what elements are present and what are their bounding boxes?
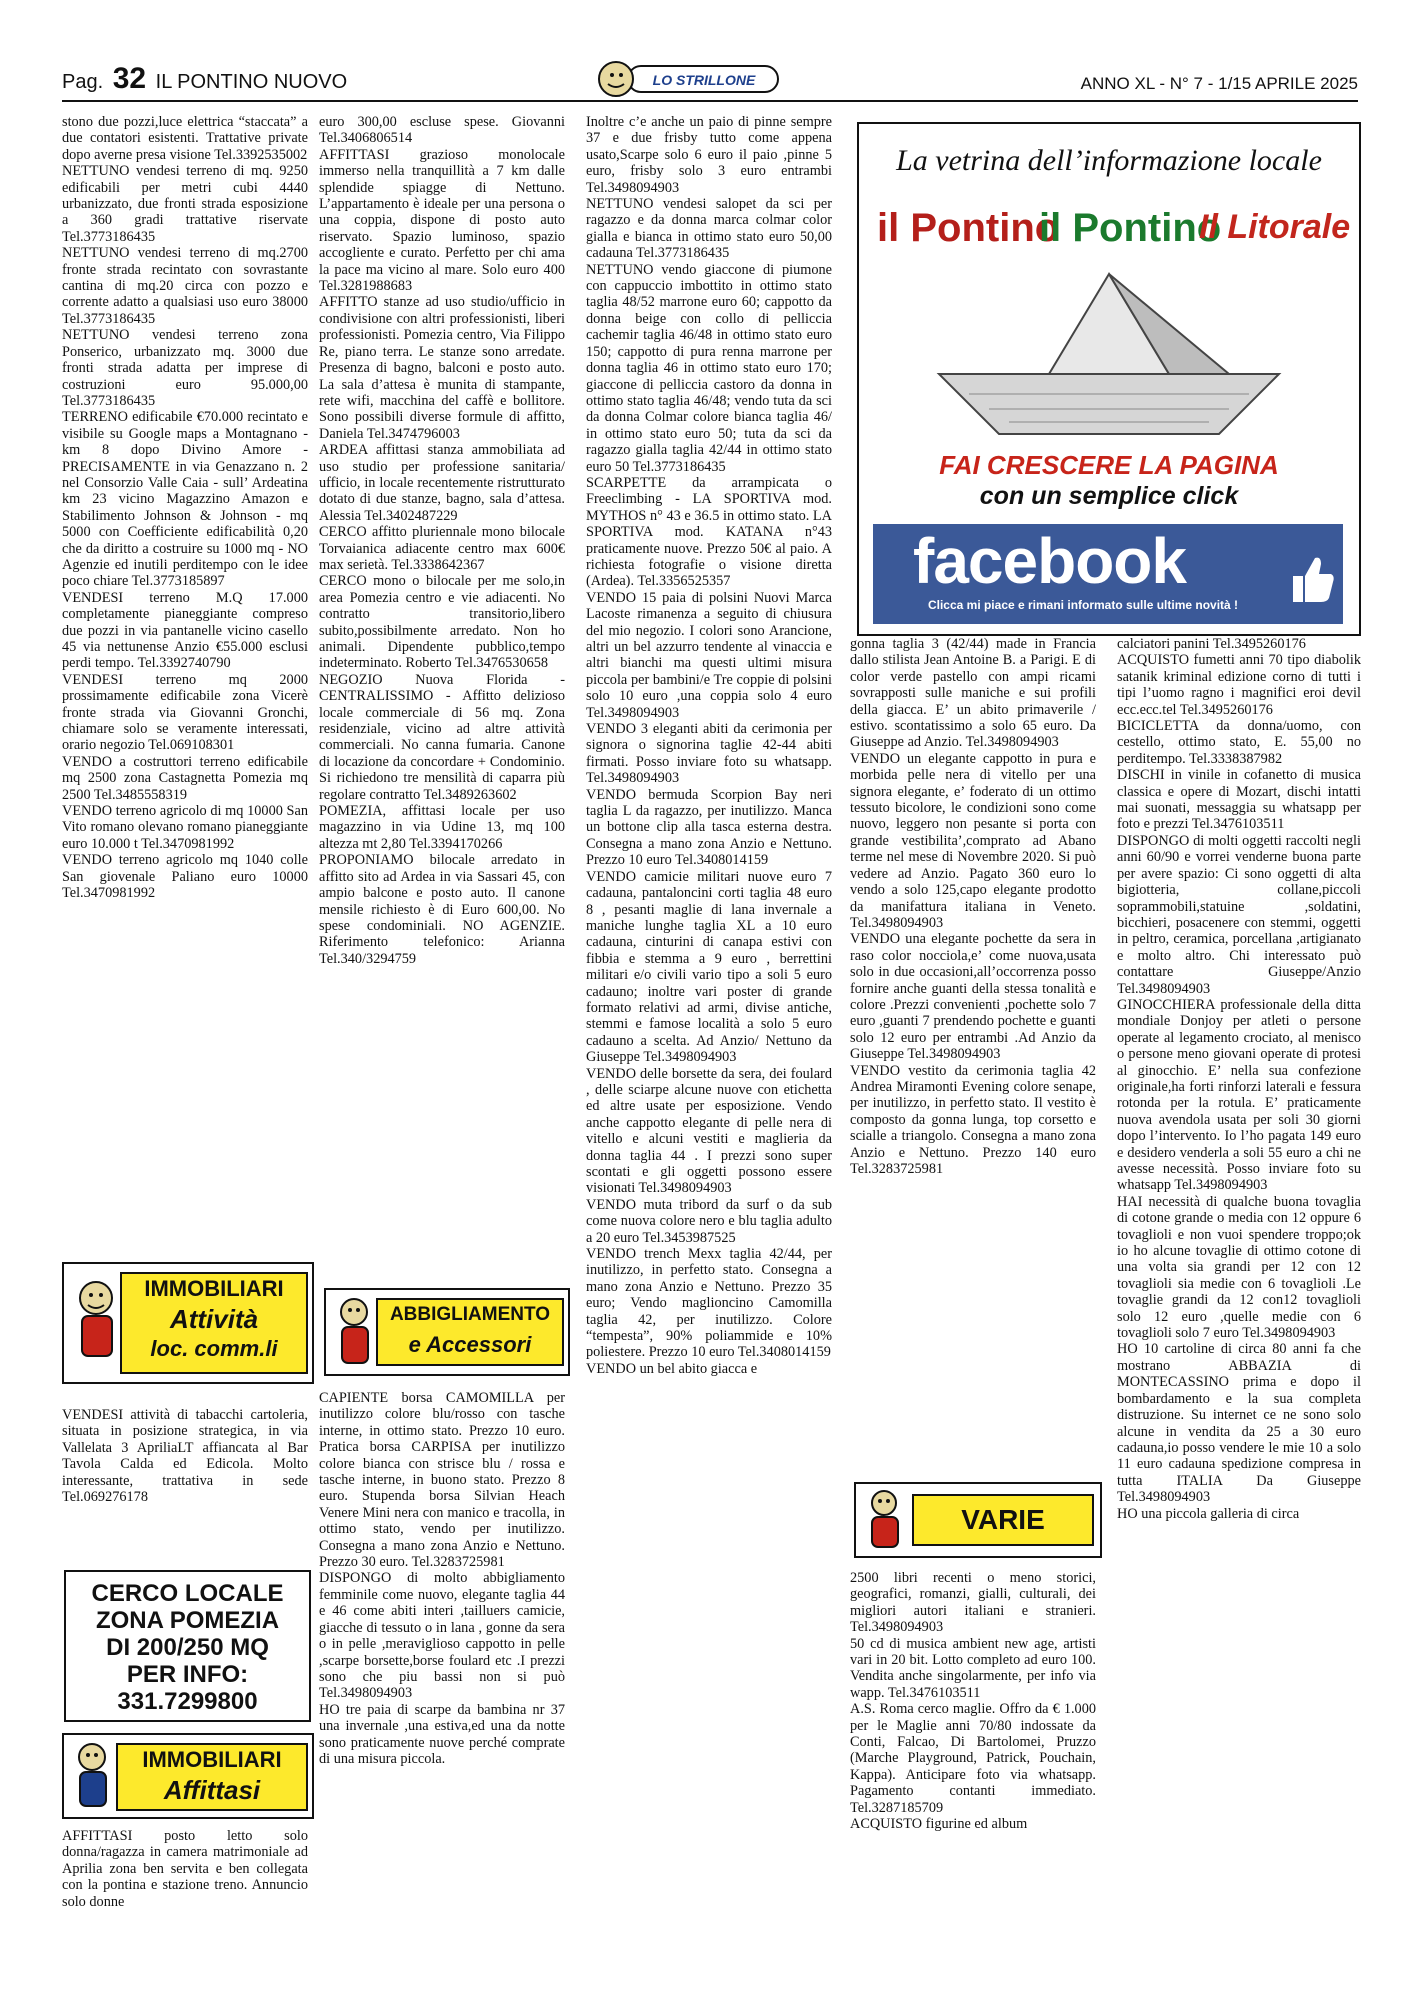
- category-immobiliari-affittasi: [62, 1733, 314, 1819]
- classified-ad: NETTUNO vendesi salopet da sci per ragazzo e da donna marca colmar color gialla e bianca in ottimo stato euro 50,00 cadauna Tel.3773186435: [586, 196, 832, 262]
- classified-ad: ACQUISTO fumetti anni 70 tipo diabolik satanik kriminal edizione corno di tutti i tipi l’uomo ragno i magnifici eroi devil ecc.ecc.tel Tel.3495260176: [1117, 652, 1361, 718]
- masthead-logo: [594, 58, 784, 100]
- facebook-banner[interactable]: [873, 524, 1343, 624]
- column-4: [850, 636, 1096, 1177]
- classified-ad: VENDESI attività di tabacchi cartoleria, situata in posizione strategica, in via Vallelata 3 ApriliaLT affiancata al Bar Tavola Calda ed Edicola. Molto interessante, trattativa in sede Tel.069276178: [62, 1407, 308, 1506]
- mascot-icon: [330, 1296, 380, 1368]
- classified-ad: Inoltre c’e anche un paio di pinne sempre 37 e due frisby tutto come appena usato,Scarpe solo 6 euro il paio ,pinne 5 euro, frisby solo 3 euro entrambi Tel.3498094903: [586, 114, 832, 196]
- brand-il-pontino-nuovo: il Pontino: [877, 206, 1060, 250]
- classified-ad: VENDO muta tribord da surf o da sub come nuova colore nero e blu taglia adulto a 20 euro Tel.3453987525: [586, 1196, 832, 1246]
- category-line: IMMOBILIARI: [144, 1276, 284, 1301]
- category-line: ABBIGLIAMENTO: [389, 1304, 551, 1325]
- column-4-varie: [850, 1570, 1096, 1833]
- classified-ad: calciatori panini Tel.3495260176: [1117, 636, 1306, 652]
- classified-ad: VENDO terreno agricolo mq 1040 colle San giovenale Paliano euro 10000 Tel.3470981992: [62, 852, 308, 902]
- classified-ad: VENDO bermuda Scorpion Bay neri taglia L da ragazzo, per inutilizzo. Manca un bottone clip alla tasca esterna destra. Consegna a mano zona Anzio e Nettuno. Prezzo 10 euro Tel.3408014159: [586, 786, 832, 869]
- cerco-line: ZONA POMEZIA: [95, 1607, 280, 1634]
- classified-ad: DISCHI in vinile in cofanetto di musica classica e opere di Mozart, dischi intatti mai suonati, messaggia su whatsapp per foto e prezzi Tel.3476103511: [1117, 767, 1361, 833]
- paper-boat-illustration: [929, 264, 1289, 444]
- classified-ad: VENDO terreno agricolo di mq 10000 San Vito romano olevano romano pianeggiante euro 10.000 t Tel.3470981992: [62, 803, 308, 852]
- classified-ad: VENDO 15 paia di polsini Nuovi Marca Lacoste rimanenza a seguito di chiusura del mio negozio. I colori sono Arancione, altri un bel azzurro tendente al vinaccia e altri bianchi ma questi ultimi misura piccola per bambini/e Tre coppie di polsini solo 10 euro ,una coppia solo 4 euro Tel.3498094903: [586, 589, 832, 721]
- cerco-line: DI 200/250 MQ: [106, 1634, 269, 1661]
- classified-ad: VENDESI terreno M.Q 17.000 completamente pianeggiante compreso due pozzi in via pantanelle vicino casello 45 via nettunense Anzio €55.000 esclusi perdi tempo. Tel.3392740790: [62, 589, 308, 672]
- column-1-attivita: [62, 1407, 308, 1505]
- classified-ad: VENDO a costruttori terreno edificabile mq 2500 zona Castagnetta Pomezia mq 2500 Tel.3485558319: [62, 753, 308, 803]
- classified-ad: VENDO vestito da cerimonia taglia 42 Andrea Miramonti Evening colore senape, per inutilizzo, in perfetto stato. Il vestito è composto da gonna lunga, top corsetto e scialle a triangolo. Consegna a mano zona Anzio e Nettuno. Prezzo 140 euro Tel.3283725981: [850, 1062, 1096, 1177]
- facebook-tagline: Clicca mi piace e rimani informato sulle ultime novità !: [927, 598, 1239, 612]
- classified-ad: gonna taglia 3 (42/44) made in Francia dallo stilista Jean Antoine B. a Parigi. E di color verde pastello con ampi ricami sovrapposti sulle maniche e sui profili della giacca. E’ un abito primaverile / estivo. scontatissimo a solo 65 euro. Da Giuseppe ad Anzio. Tel.3498094903: [850, 636, 1096, 751]
- category-label-box: [120, 1272, 308, 1374]
- classified-ad: HO tre paia di scarpe da bambina nr 37 una invernale ,una estiva,ed una da notte sono praticamente nuove perché comprate di una misura piccola.: [319, 1701, 565, 1767]
- classified-ad: CERCO mono o bilocale per me solo,in area Pomezia centro e vie adiacenti. No contratto transitorio,libero subito,possibilmente arredato. Non ho animali. Dipendente pubblico,tempo indeterminato. Roberto Tel.3476530658: [319, 573, 565, 672]
- classified-ad: VENDO una elegante pochette da sera in raso color nocciola,e’ come nuova,usata solo in due occasioni,all’occorrenza posso fornire anche guanti della stessa tonalità e colore .Prezzi convenienti ,pochette solo 7 euro ,guanti 7 prendendo pochette e guanti solo 12 euro per entrambi .Ad Anzio da Giuseppe Tel.3498094903: [850, 931, 1096, 1063]
- classified-ad: VENDESI terreno mq 2000 prossimamente edificabile zona Vicerè fronte strada via Giovanni Gronchi, chiamare solo se veramente interessati, orario negozio Tel.069108301: [62, 671, 308, 754]
- classified-ad: AFFITTO stanze ad uso studio/ufficio in condivisione con altri professionisti, liberi professionisti. Pomezia centro, Via Filippo Re, piano terra. Le stanze sono arredate. Presenza di bagno, balconi e posto auto. La sala d’attesa è munita di stampante, rete wifi, macchina del caffè e bollitore. Sono possibili diverse formule di affitto, Daniela Tel.3474796003: [319, 294, 565, 442]
- cerco-phone: 331.7299800: [117, 1688, 258, 1715]
- classified-ad: euro 300,00 escluse spese. Giovanni Tel.3406806514: [319, 114, 565, 147]
- page-number: 32: [112, 62, 147, 95]
- mascot-icon: [860, 1488, 910, 1552]
- masthead-text: LO STRILLONE: [652, 72, 756, 88]
- brand-il-pontino-aprilia: il Pontino: [1039, 206, 1222, 250]
- classified-ad: VENDO delle borsette da sera, dei foulard , delle sciarpe alcune nuove con etichetta ed altre usate per esposizione. Vendo anche cappotto elegante di pelle nera di vitello e alcuni vestiti e maglieria da donna taglia 44 . I prezzi sono super scontati e gli oggetti possono essere visionati Tel.3498094903: [586, 1065, 832, 1197]
- classified-ad: A.S. Roma cerco maglie. Offro da € 1.000 per le Maglie anni 70/80 indossate da Conti, Falcao, Di Bartolomei, Pruzzo (Marche Playground, Patrick, Pouchain, Kappa). Anticipare foto via whatsapp. Pagamento contanti immediato. Tel.3287185709: [850, 1701, 1096, 1816]
- thumbs-up-icon: [1291, 554, 1335, 604]
- classified-ad: NETTUNO vendesi terreno di mq. 9250 edificabili per metri cubi 4440 urbanizzato, due fronti strada esposizione a 360 gradi trattative riservate Tel.3773186435: [62, 163, 308, 245]
- classified-ad: SCARPETTE da arrampicata o Freeclimbing - LA SPORTIVA mod. MYTHOS n° 43 e 36.5 in ottimo stato. LA SPORTIVA mod. KATANA n°43 praticamente nuove. Prezzo 50€ al paio. A richiesta fotografie o visione diretta (Ardea). Tel.3356525357: [586, 474, 832, 590]
- classified-ad: HO 10 cartoline di circa 80 anni fa che mostrano ABBAZIA di MONTECASSINO prima e dopo il bombardamento e la sua completa distruzione. Su internet ce ne sono solo alcune in vendita da 25 a 30 euro cadauna,io posso vendere le mie 10 a solo 11 euro cadauna spedizione compresa in tutta ITALIA Da Giuseppe Tel.3498094903: [1117, 1341, 1361, 1506]
- classified-ad: POMEZIA, affittasi locale per uso magazzino in via Udine 13, mq 100 altezza mt 2,80 Tel.3394170266: [319, 803, 565, 852]
- mascot-icon: [68, 1278, 126, 1364]
- classified-ad: stono due pozzi,luce elettrica “staccata” a due contatori esistenti. Trattative private dopo averne presa visione Tel.3392535002: [62, 114, 308, 163]
- column-1-affittasi: [62, 1828, 308, 1910]
- category-varie: [854, 1482, 1102, 1558]
- mascot-icon: [68, 1741, 118, 1811]
- classified-ad: ARDEA affittasi stanza ammobiliata ad uso studio per professione sanitaria/ ufficio, in locale recentemente ristrutturato dotato di due stanze, bagno, sala d’attesa. Alessia Tel.3402487229: [319, 442, 565, 524]
- classified-ad: GINOCCHIERA professionale della ditta mondiale Donjoy per atleti o persone operate al legamento crociato, al menisco o persone meno giovani operate di protesi al ginocchio. E’ nella sua confezione originale,ha forti rinforzi laterali e fessura rotonda per la rotula. E’ praticamente nuova avendola usata per soli 30 giorni dopo l’intervento. Io l’ho pagata 149 euro e desidero venderla a soli 55 euro a chi ne avesse necessità. Posso inviare foto su whatsapp Tel.3498094903: [1117, 996, 1361, 1194]
- classified-ad: PROPONIAMO bilocale arredato in affitto sito ad Ardea in via Sassari 45, con ampio balcone e posto auto. Il canone mensile richiesto è di Euro 600,00. No spese condominiali. NO AGENZIE. Riferimento telefonico: Arianna Tel.340/3294759: [319, 852, 565, 967]
- brand-il-litorale: Il Litorale: [1199, 208, 1351, 246]
- classified-ad: ACQUISTO figurine ed album: [850, 1816, 1028, 1833]
- column-5: [1117, 636, 1361, 1522]
- column-1: [62, 114, 308, 902]
- cerco-locale-box: [64, 1570, 311, 1722]
- promo-cta-headline: FAI CRESCERE LA PAGINA: [939, 450, 1279, 480]
- category-line: Attività: [169, 1304, 259, 1334]
- column-3: [586, 114, 832, 1377]
- category-line: e Accessori: [408, 1332, 532, 1357]
- promo-facebook-ad: [857, 122, 1361, 636]
- facebook-wordmark: facebook: [913, 525, 1186, 597]
- category-label-box: [912, 1494, 1094, 1546]
- classified-ad: TERRENO edificabile €70.000 recintato e visibile su Google maps a Montagnano - km 8 dopo Divino Amore - PRECISAMENTE in via Genazzano n. 2 nel Consorzio Valle Caia - sull’ Ardeatina km 23 vicino Magazzino Amazon e Stabilimento Johnson & Johnson - mq 5000 con Coefficiente edificabilità 0,20 che da diritto a costruire su 1000 mq - NO Agenzie ed inutili perditempo con le idee poco chiare Tel.3773185897: [62, 409, 308, 590]
- classified-ad: 50 cd di musica ambient new age, artisti vari in 20 bit. Lotto completo ad euro 100. Vendita anche singolarmente, per info via wapp. Tel.3476103511: [850, 1635, 1096, 1701]
- classified-ad: NETTUNO vendo giaccone di piumone con cappuccio imbottito in ottimo stato taglia 48/52 marrone euro 60; cappotto da donna beige con collo di pelliccia cachemir taglia 46/48 in ottimo stato euro 150; cappotto di pura renna marrone per donna taglia 46 in ottimo stato euro 170; giaccone di pelliccia castoro da donna in ottimo stato taglia 46/48; vendo tuta da sci da donna Colmar colore bianca taglia 46/ in ottimo stato euro 50; tuta da sci da ragazzo gialla taglia 42/44 in ottimo stato euro 50 Tel.3773186435: [586, 261, 832, 475]
- category-label-box: [116, 1743, 308, 1811]
- classified-ad: HO una piccola galleria di circa: [1117, 1505, 1300, 1522]
- classified-ad: DISPONGO di molti oggetti raccolti negli anni 60/90 e vorrei venderne buona parte per avere spazio: Ci sono oggetti di alta bigiotteria, collane,piccoli soprammobili,statuine ,soldatini, bicchieri, posacenere con stemmi, oggetti in peltro, ceramica, porcellana ,artigianato e molto altro. Chi interessato può contattare Giuseppe/Anzio Tel.3498094903: [1117, 832, 1361, 997]
- category-label-box: [376, 1298, 564, 1366]
- header-divider: [62, 100, 1358, 102]
- page-number-block: [62, 62, 347, 96]
- classified-ad: BICICLETTA da donna/uomo, con cestello, ottimo stato, E. 55,00 no perditempo. Tel.3338387982: [1117, 718, 1361, 767]
- promo-title: La vetrina dell’informazione locale: [896, 144, 1322, 177]
- classified-ad: CERCO affitto pluriennale mono bilocale Torvaianica adiacente centro max 600€ max serietà. Tel.3338642367: [319, 524, 565, 573]
- classified-ad: VENDO camicie militari nuove euro 7 cadauna, pantaloncini corti taglia 48 euro 8 , pesanti maglie di lana invernale a maniche lunghe taglia XL a 10 euro cadauna, cinturini di canapa estivi con fibbia e stemma a 9 euro , berrettini militari e/o civili vario tipo a soli 5 euro cadauno; inoltre vari poster di grande formato relativi ad armi, divise antiche, stemmi e famose località a solo 5 euro cadauno a scelta. Ad Anzio/ Nettuno da Giuseppe Tel.3498094903: [586, 868, 832, 1066]
- category-line: VARIE: [961, 1504, 1045, 1535]
- classified-ad: NETTUNO vendesi terreno zona Ponserico, urbanizzato mq. 3000 due fronti strada adatta per imprese di costruzioni euro 95.000,00 Tel.3773186435: [62, 327, 308, 409]
- classified-ad: CAPIENTE borsa CAMOMILLA per inutilizzo colore blu/rosso con tasche interne, in ottimo stato. Prezzo 10 euro. Pratica borsa CARPISA per inutilizzo colore bianca con strisce blu / rossa e tasche interne, in buono stato. Prezzo 8 euro. Stupenda borsa Silvian Heach Venere Mini nera con manico e tracolla, in ottimo stato, vendo per inutilizzo. Consegna a mano zona Anzio e Nettuno. Prezzo 30 euro. Tel.3283725981: [319, 1390, 565, 1571]
- classified-ad: VENDO un elegante cappotto in pura e morbida pelle nera di vitello per una signora elegante, e’ foderato di un ottimo tessuto bicolore, le condizioni sono come nuovo, leggero non pesante si porta con grande vestibilita’,comprato ad Abano terme nel mese di Novembre 2020. Si può vedere ad Anzio. Pagato 360 euro lo vendo a solo 125,capo elegante prodotto da manifattura italiana in Veneto. Tel.3498094903: [850, 750, 1096, 931]
- column-2: [319, 114, 565, 967]
- category-immobiliari-attivita: [62, 1262, 314, 1384]
- classified-ad: 2500 libri recenti o meno storici, geografici, romanzi, gialli, culturali, dei migliori autori italiani e stranieri. Tel.3498094903: [850, 1570, 1096, 1636]
- category-line: loc. comm.li: [150, 1336, 278, 1361]
- column-2-abbigliamento: [319, 1390, 565, 1767]
- category-line: IMMOBILIARI: [142, 1747, 282, 1772]
- classified-ad: VENDO trench Mexx taglia 42/44, per inutilizzo, in perfetto stato. Consegna a mano zona Anzio e Nettuno. Prezzo 35 euro; Vendo maglioncino Camomilla taglia 42, per inutilizzo. Colore “tempesta”, 90% poliammide e 10% poliestere. Prezzo 10 euro Tel.3408014159: [586, 1246, 832, 1361]
- issue-info: ANNO XL - N° 7 - 1/15 APRILE 2025: [1080, 74, 1358, 93]
- classified-ad: DISPONGO di molto abbigliamento femminile come nuovo, elegante taglia 44 e 46 come abiti interi ,tailluers camicie, giacche di tessuto o in lana , gonne da sera o in pelle ,meraviglioso cappotto in pelle ,scarpe borsette,borse foulard etc .I prezzi sono che piu bassi non si può Tel.3498094903: [319, 1570, 565, 1702]
- classified-ad: VENDO un bel abito giacca e: [586, 1360, 758, 1377]
- classified-ad: AFFITTASI posto letto solo donna/ragazza in camera matrimoniale ad Aprilia zona ben servita e ben collegata con la pontina e stazione treno. Annuncio solo donne: [62, 1828, 308, 1910]
- page-header: [62, 64, 1358, 100]
- classified-ad: AFFITTASI grazioso monolocale immerso nella tranquillità a 7 km dalle splendide spiagge di Nettuno. L’appartamento è ideale per una persona o una coppia, dispone di posto auto riservato. Spazio luminoso, spazio accogliente e curato. Perfetto per chi ama la pace ma vicino al mare. Solo euro 400 Tel.3281988683: [319, 146, 565, 295]
- promo-cta-subline: con un semplice click: [979, 482, 1239, 510]
- page-prefix: Pag.: [62, 71, 104, 93]
- category-abbigliamento: [324, 1288, 570, 1376]
- cerco-line: PER INFO:: [126, 1661, 249, 1688]
- paper-name: IL PONTINO NUOVO: [155, 71, 348, 93]
- category-line: Affittasi: [163, 1775, 261, 1805]
- classified-ad: VENDO 3 eleganti abiti da cerimonia per signora o signorina taglie 42-44 abiti firmati. Posso inviare foto su whatsapp. Tel.3498094903: [586, 721, 832, 787]
- classified-ad: NEGOZIO Nuova Florida - CENTRALISSIMO - Affitto delizioso locale commerciale di 56 mq. Zona residenziale, vicino ad altre attività commerciali. No canna fumaria. Canone di locazione da concordare + Condominio. Si richiedono tre mensilità di caparra più regolare contratto Tel.3489263602: [319, 671, 565, 803]
- classified-ad: HAI necessità di qualche buona tovaglia di cotone grande o media con 12 oppure 6 tovaglioli e non vuoi spendere troppo;ok io ho alcune tovaglie di ottimo cotone di una volta sia grandi per 12 con 12 tovaglioli sia medie con 6 tovaglioli .Le tovaglie grandi da 12 con12 tovaglioli solo 12 euro ,quelle medie con 6 tovaglioli solo 7 euro Tel.3498094903: [1117, 1193, 1361, 1342]
- classified-ad: NETTUNO vendesi terreno di mq.2700 fronte strada recintato con sovrastante cantina di mq.20 circa con pozzo e corrente adatto a qualsiasi uso euro 38000 Tel.3773186435: [62, 245, 308, 327]
- cerco-line: CERCO LOCALE: [91, 1580, 284, 1607]
